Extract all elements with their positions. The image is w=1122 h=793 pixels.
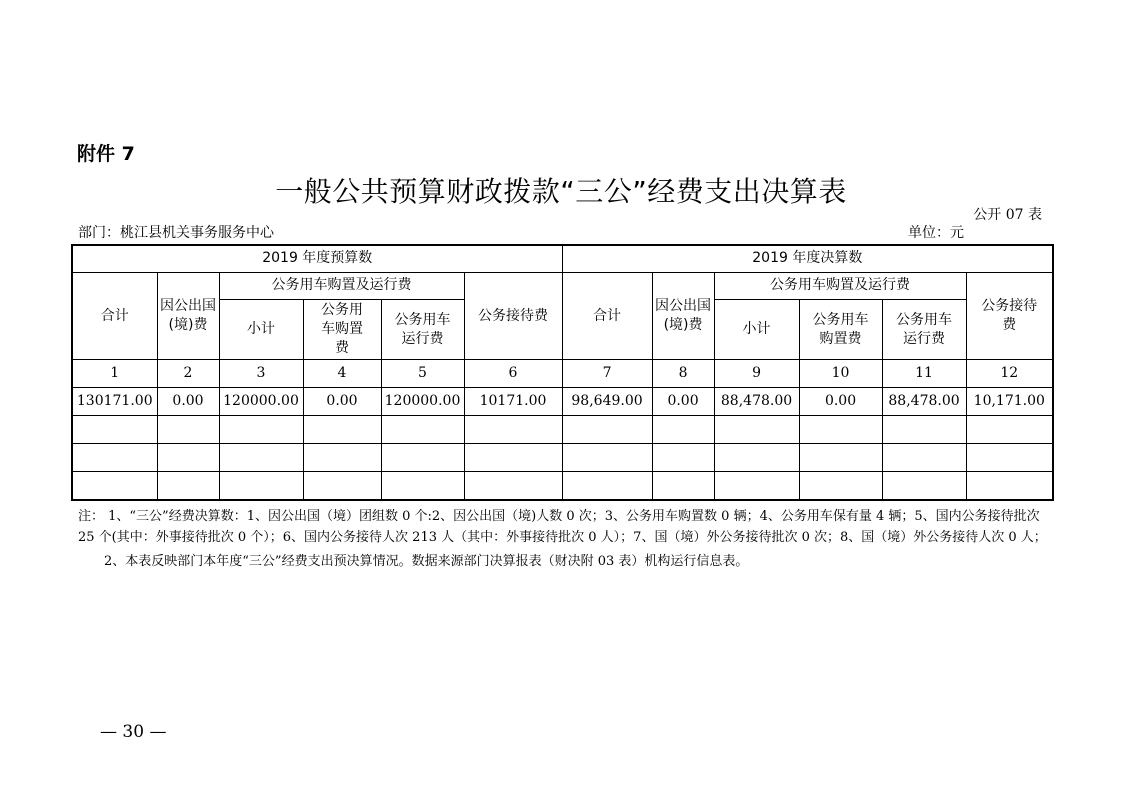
table-cell <box>464 444 562 472</box>
table-cell <box>562 415 652 443</box>
table-cell: 10,171.00 <box>966 387 1053 415</box>
column-number-cell: 4 <box>303 360 381 387</box>
notes-section <box>78 506 1050 572</box>
unit-label: 单位：元 <box>908 225 964 241</box>
column-number-cell: 2 <box>157 360 219 387</box>
table-row <box>72 472 1053 500</box>
header-vehicle-operation-final: 公务用车运行费 <box>882 299 966 359</box>
table-row <box>72 444 1053 472</box>
table-cell: 130171.00 <box>72 387 157 415</box>
table-cell: 0.00 <box>303 387 381 415</box>
table-cell <box>303 472 381 500</box>
final-group-header: 2019 年度决算数 <box>562 245 1053 272</box>
table-cell <box>219 444 303 472</box>
table-cell <box>714 444 799 472</box>
table-row <box>72 415 1053 443</box>
column-number-cell: 11 <box>882 360 966 387</box>
table-cell <box>303 444 381 472</box>
column-number-cell: 5 <box>381 360 464 387</box>
attachment-label: 附件 7 <box>77 143 135 165</box>
column-number-cell: 3 <box>219 360 303 387</box>
header-subtotal-budget: 小计 <box>219 299 303 359</box>
page-number: — 30 — <box>100 722 167 742</box>
note-1: 注： 1、“三公”经费决算数：1、因公出国（境）团组数 0 个:2、因公出国（境)人数 0 次；3、公务用车购置数 0 辆；4、公务用车保有量 4 辆；5、国内公务接待批次 25 个(其中：外事接待批次 0 个）；6、国内公务接待人次 213 人（其中：外事接待批次 0 人）；7、国（境）外公务接待批次 0 次；8、国（境）外公务接待人次 0 人； <box>78 509 1047 545</box>
table-cell: 98,649.00 <box>562 387 652 415</box>
table-cell <box>303 415 381 443</box>
table-cell <box>562 444 652 472</box>
table-cell: 0.00 <box>799 387 882 415</box>
table-body <box>72 245 1053 500</box>
table-cell: 88,478.00 <box>714 387 799 415</box>
table-row <box>72 387 1053 415</box>
header-row-vehicle <box>72 272 1053 299</box>
table-cell <box>882 472 966 500</box>
header-total-final: 合计 <box>562 272 652 360</box>
table-cell <box>381 444 464 472</box>
table-cell <box>157 415 219 443</box>
three-public-expenses-table <box>71 244 1054 501</box>
table-cell: 120000.00 <box>219 387 303 415</box>
table-cell <box>464 472 562 500</box>
table-cell <box>157 472 219 500</box>
header-vehicle-purchase-final: 公务用车购置费 <box>799 299 882 359</box>
table-cell: 0.00 <box>157 387 219 415</box>
header-row-group <box>72 245 1053 272</box>
form-code: 公开 07 表 <box>973 207 1042 223</box>
column-number-cell: 1 <box>72 360 157 387</box>
table-cell <box>714 472 799 500</box>
table-cell <box>157 444 219 472</box>
column-number-cell: 7 <box>562 360 652 387</box>
table-cell <box>72 415 157 443</box>
note-2: 2、本表反映部门本年度“三公”经费支出预决算情况。数据来源部门决算报表（财决附 03 表）机构运行信息表。 <box>104 554 749 569</box>
table-cell <box>799 472 882 500</box>
column-number-cell: 8 <box>652 360 714 387</box>
table-cell <box>464 415 562 443</box>
header-abroad-final: 因公出国(境)费 <box>652 272 714 360</box>
table-cell: 120000.00 <box>381 387 464 415</box>
column-number-cell: 10 <box>799 360 882 387</box>
header-vehicle-group-budget: 公务用车购置及运行费 <box>219 272 464 299</box>
table-cell <box>72 444 157 472</box>
header-total-budget: 合计 <box>72 272 157 360</box>
table-cell <box>381 415 464 443</box>
table-cell <box>652 444 714 472</box>
table-cell <box>882 415 966 443</box>
table-cell <box>966 444 1053 472</box>
header-reception-budget: 公务接待费 <box>464 272 562 360</box>
table-cell: 0.00 <box>652 387 714 415</box>
department-label: 部门：桃江县机关事务服务中心 <box>78 225 274 241</box>
table-cell <box>381 472 464 500</box>
table-cell <box>219 472 303 500</box>
table-cell: 88,478.00 <box>882 387 966 415</box>
table-cell <box>966 472 1053 500</box>
table-cell <box>72 472 157 500</box>
column-number-cell: 9 <box>714 360 799 387</box>
table-cell: 10171.00 <box>464 387 562 415</box>
column-number-cell: 6 <box>464 360 562 387</box>
table-cell <box>652 415 714 443</box>
column-number-row <box>72 360 1053 387</box>
table-cell <box>799 444 882 472</box>
header-abroad-budget: 因公出国(境)费 <box>157 272 219 360</box>
table-cell <box>652 472 714 500</box>
document-title: 一般公共预算财政拨款“三公”经费支出决算表 <box>275 175 847 208</box>
table-cell <box>799 415 882 443</box>
table-cell <box>966 415 1053 443</box>
table-cell <box>562 472 652 500</box>
table-cell <box>714 415 799 443</box>
header-subtotal-final: 小计 <box>714 299 799 359</box>
column-number-cell: 12 <box>966 360 1053 387</box>
table-cell <box>219 415 303 443</box>
header-vehicle-purchase-budget: 公务用车购置费 <box>303 299 381 359</box>
header-vehicle-operation-budget: 公务用车运行费 <box>381 299 464 359</box>
header-reception-final: 公务接待费 <box>966 272 1053 360</box>
table-cell <box>882 444 966 472</box>
budget-group-header: 2019 年度预算数 <box>72 245 562 272</box>
header-vehicle-group-final: 公务用车购置及运行费 <box>714 272 966 299</box>
